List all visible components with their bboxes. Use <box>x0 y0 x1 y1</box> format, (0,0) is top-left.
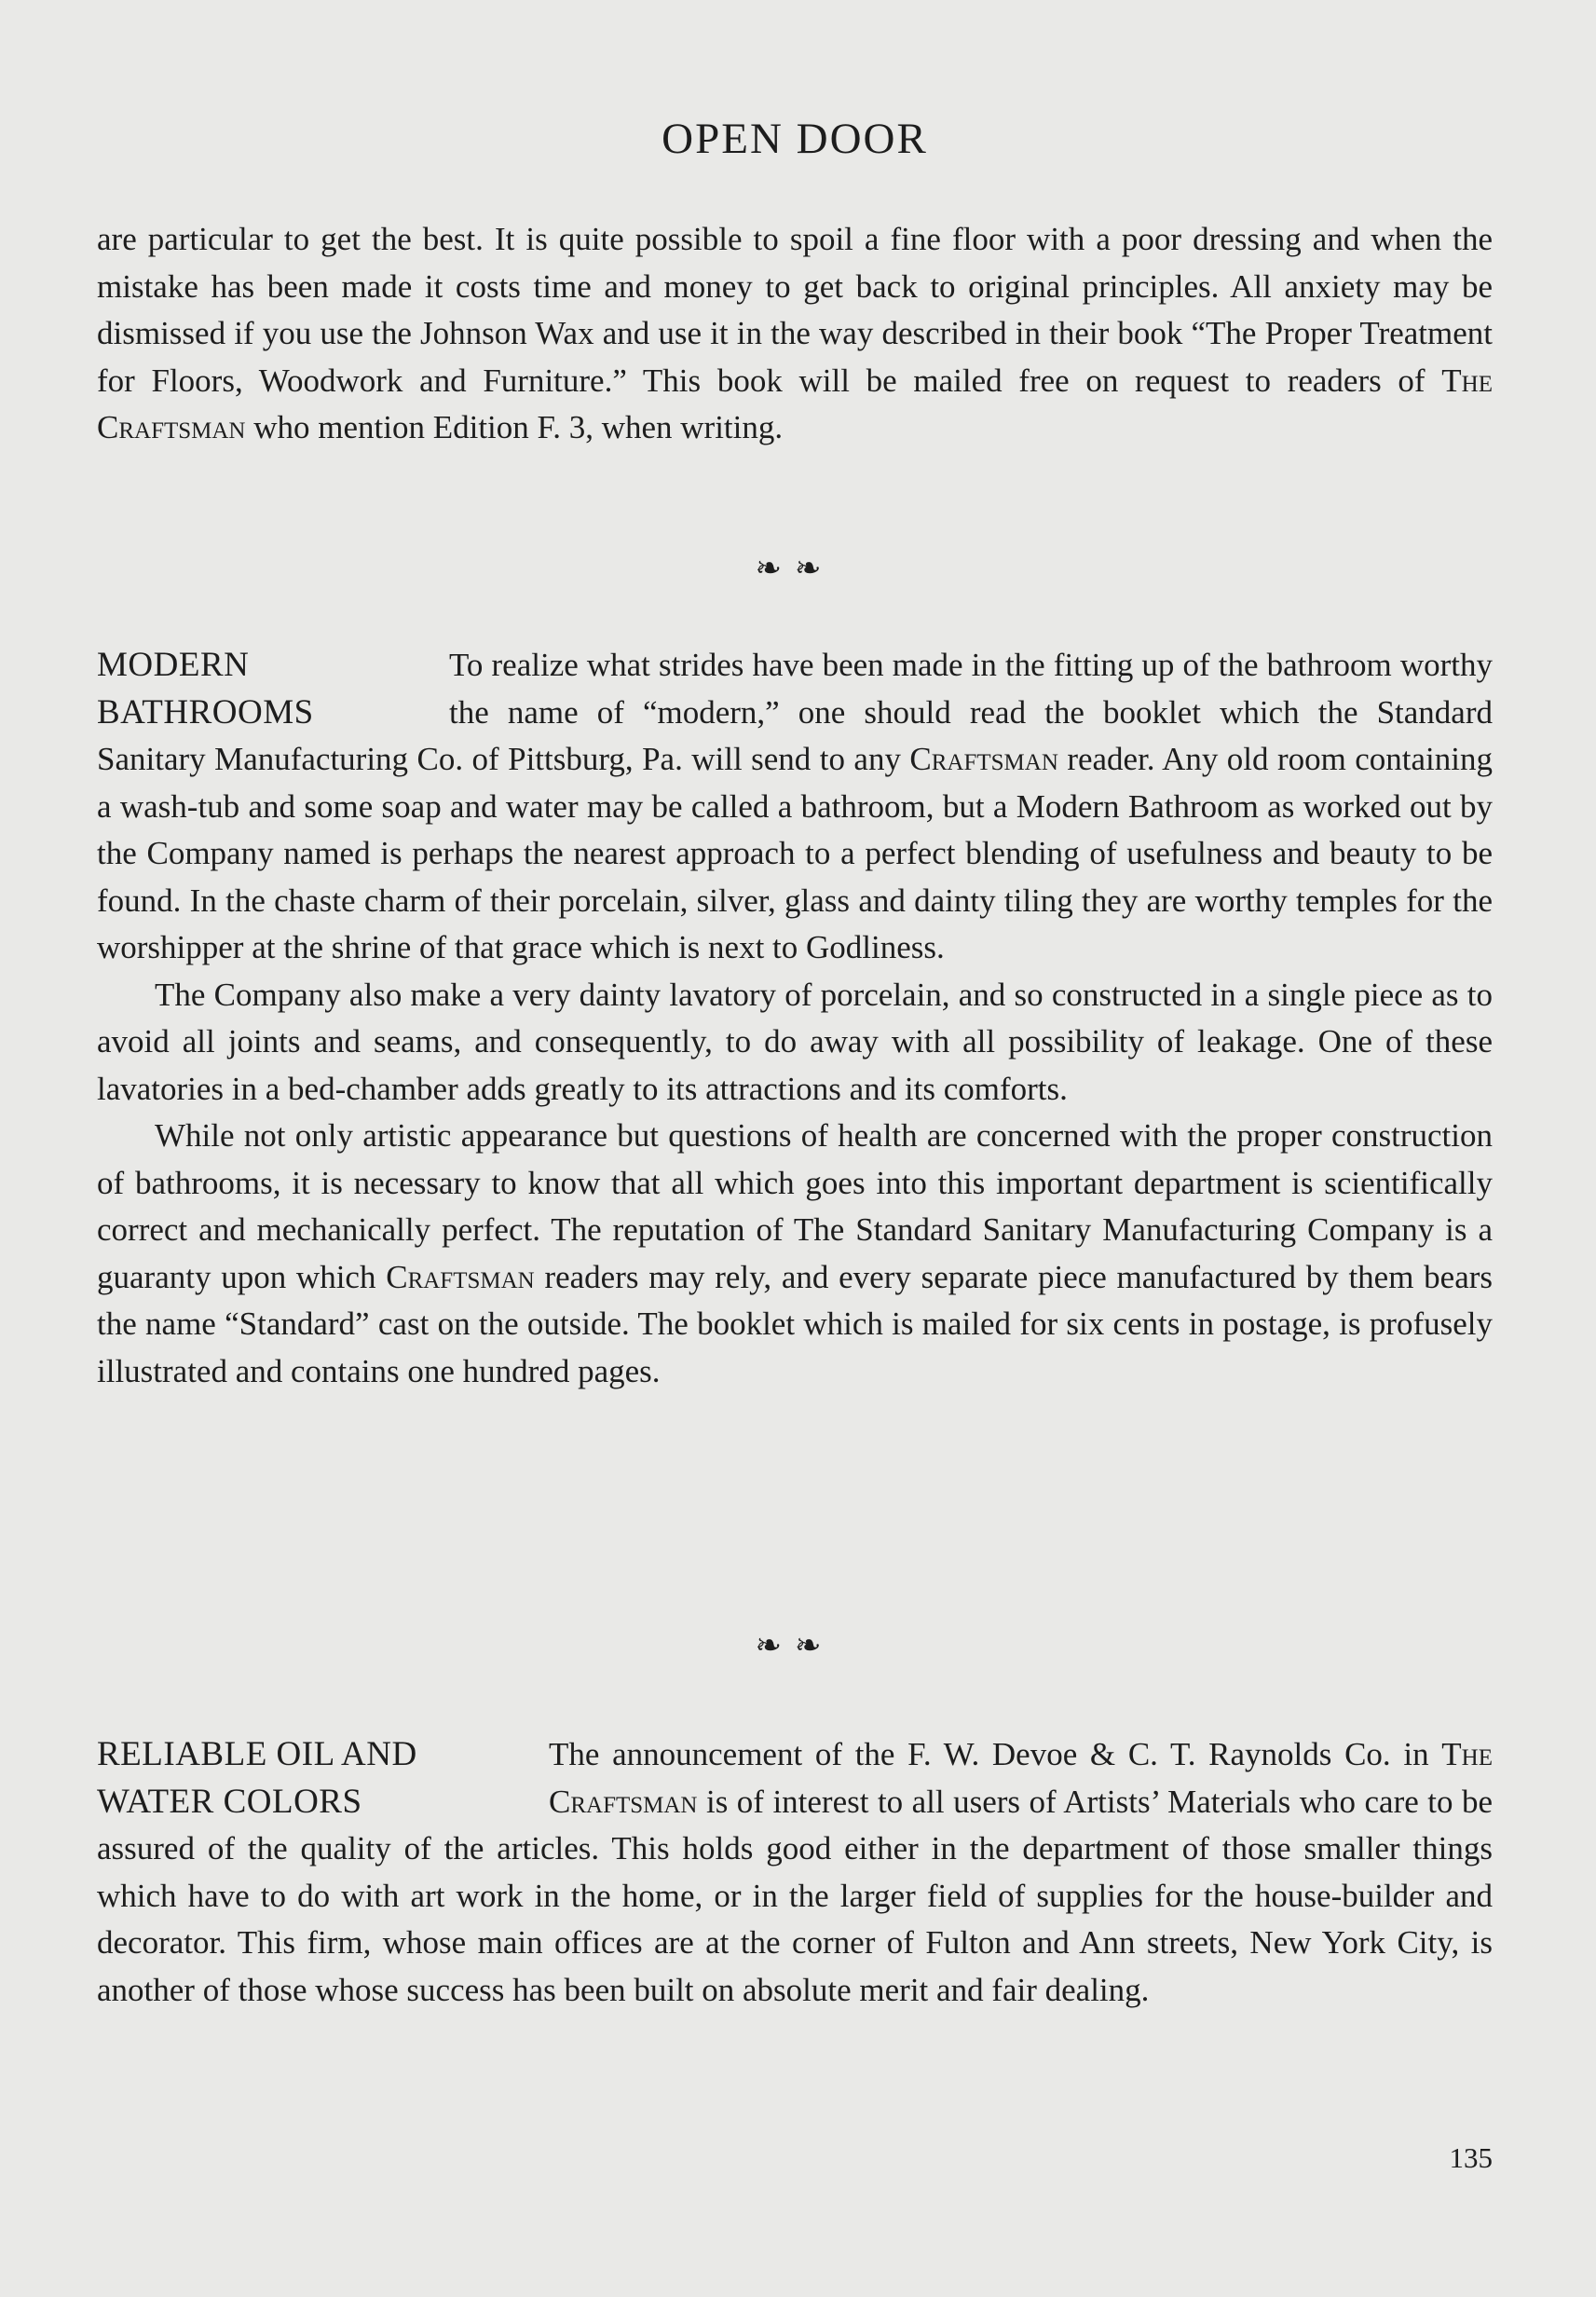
magazine-name: Craftsman <box>909 741 1058 777</box>
fleuron-icon: ❧ <box>795 552 835 586</box>
fleuron-icon: ❧ <box>755 1629 795 1663</box>
magazine-name: The Craftsman <box>549 1736 1493 1820</box>
heading-line: BATHROOMS <box>97 692 314 731</box>
intro-text-part-2: who mention Edition F. 3, when writing. <box>245 409 784 445</box>
page-number: 135 <box>1449 2141 1493 2174</box>
magazine-name: Craftsman <box>386 1258 535 1295</box>
paragraph-text: The announcement of the F. W. Devoe & C. T. Raynolds Co. in <box>549 1736 1442 1772</box>
intro-text <box>97 216 1493 452</box>
fleuron-icon: ❧ <box>795 1629 835 1663</box>
paragraph-text: While not only artistic appearance but questions of health are concerned with the proper construction of bathrooms, it is necessary to know that all which goes into this important department is scientifically correct and mechanically perfect. The reputation of The Standard Sanitary Manufacturing Company is a guaranty upon which <box>97 1117 1493 1295</box>
fleuron-icon: ❧ <box>755 552 795 586</box>
paragraph-text: is of interest to all users of Artists’ Materials who care to be assured of the quality of the articles. This holds good either in the department of those smaller things which have to do with art work in the home, or in the larger field of supplies for the house-builder and decorator. This firm, whose main offices are at the corner of Fulton and Ann streets, New York City, is another of those whose success has been built on absolute merit and fair dealing. <box>97 1783 1493 2008</box>
paragraph-text: To realize what strides have been made in the fitting up of the bathroom worthy the name of “modern,” one should read the booklet which the Standard Sanitary Manufacturing Co. of Pittsburg, Pa. will send to any <box>97 647 1493 777</box>
book-page <box>97 0 1493 2297</box>
heading-line: MODERN <box>97 646 250 684</box>
section-heading-bathrooms <box>97 642 314 736</box>
section-modern-bathrooms <box>97 642 1493 1395</box>
section-oil-water-colors <box>97 1731 1493 2014</box>
section-divider-ornament <box>97 1627 1493 1664</box>
paragraph-text: readers may rely, and every separate piece manufactured by them bears the name “Standard” cast on the outside. The booklet which is mailed for six cents in postage, is profusely illustrated and contains one hundred pages. <box>97 1258 1494 1389</box>
intro-text-part-1: are particular to get the best. It is quite possible to spoil a fine floor with a poor dressing and when the mistake has been made it costs time and money to get back to original principles. All anxiety may be dismissed if you use the Johnson Wax and use it in the way described in their book “The Proper Treatment for Floors, Woodwork and Furniture.” This book will be mailed free on request to readers of <box>97 221 1493 399</box>
running-header: OPEN DOOR <box>662 115 928 163</box>
heading-line: WATER COLORS <box>97 1782 362 1821</box>
magazine-name: The Craftsman <box>97 362 1493 445</box>
section-divider-ornament <box>97 550 1493 587</box>
bathrooms-paragraph-3 <box>97 1113 1493 1395</box>
heading-line: RELIABLE OIL AND <box>97 1735 417 1773</box>
intro-paragraph <box>97 216 1493 452</box>
bathrooms-paragraph-2: The Company also make a very dainty lavatory of porcelain, and so constructed in a single piece as to avoid all joints and seams, and consequently, to do away with all possibility of leakage. One of these lavatories in a bed-chamber adds greatly to its attractions and its comforts. <box>97 976 1493 1107</box>
section-heading-colors <box>97 1731 417 1825</box>
paragraph-text: reader. Any old room containing a wash-tub and some soap and water may be called a bathroom, but a Modern Bathroom as worked out by the Company named is perhaps the nearest approach to a perfect blending of usefulness and beauty to be found. In the chaste charm of their porcelain, silver, glass and dainty tiling they are worthy temples for the worshipper at the shrine of that grace which is next to Godliness. <box>97 741 1493 965</box>
